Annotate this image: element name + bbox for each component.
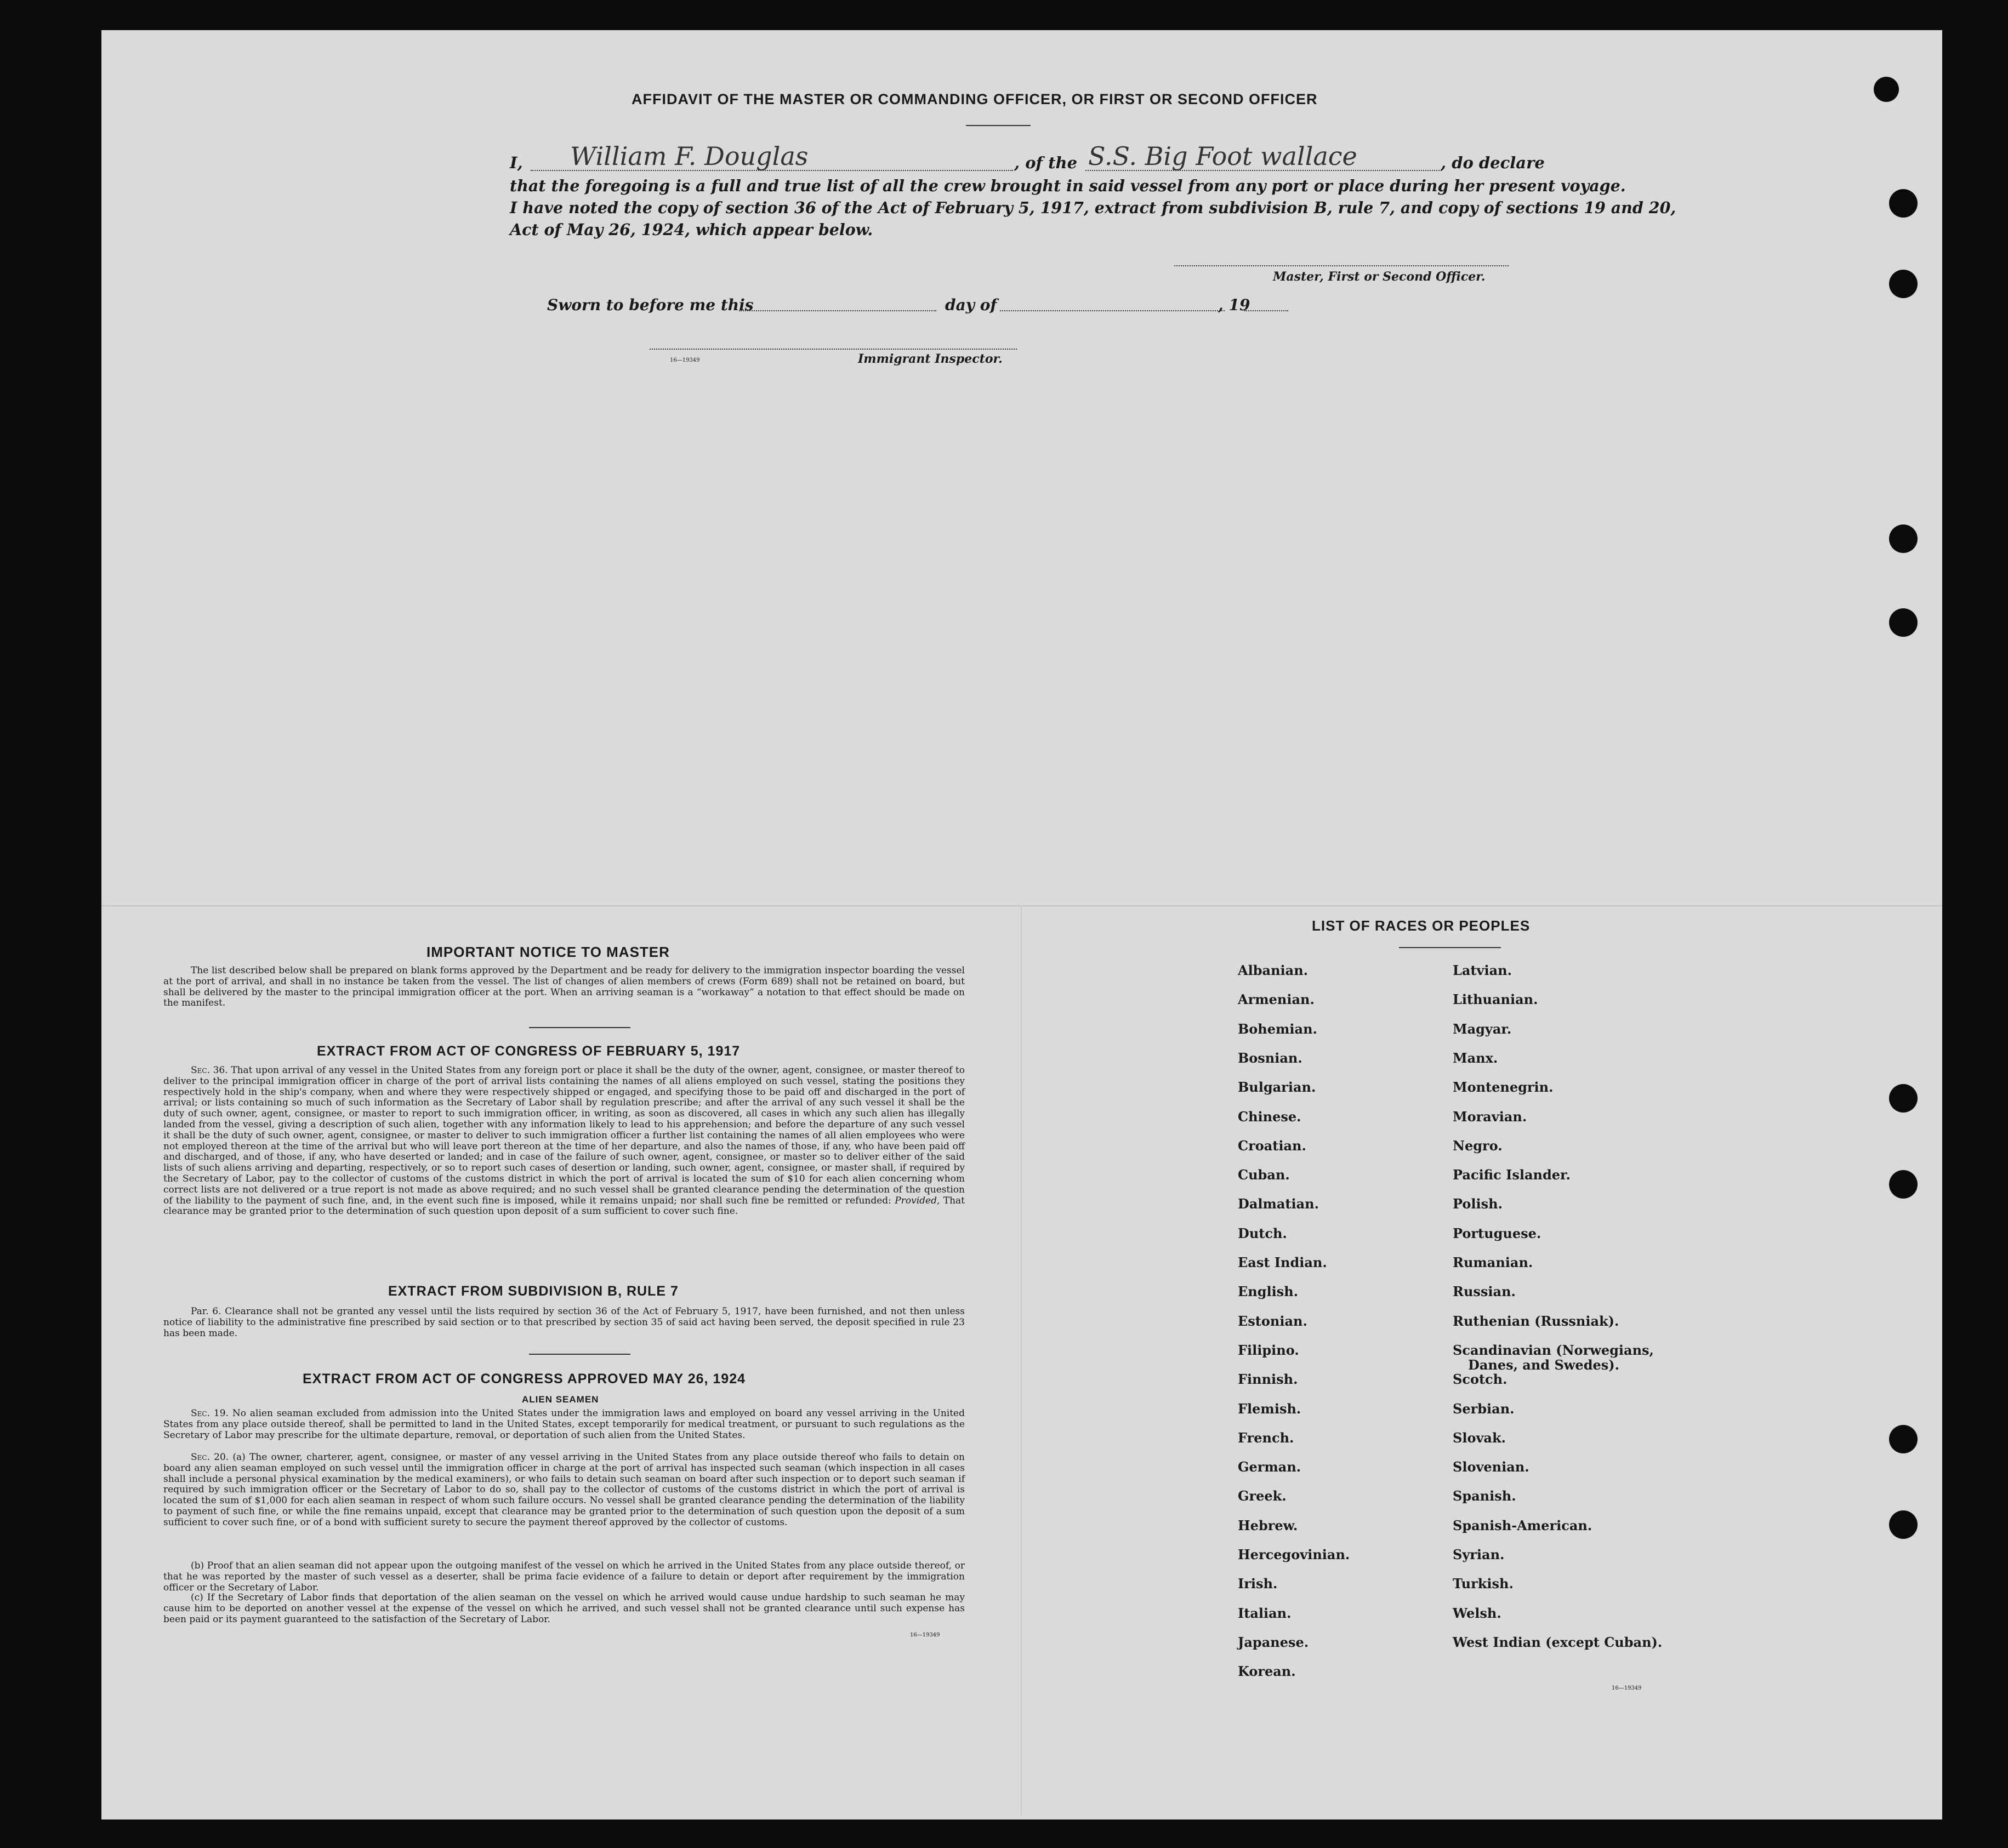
of-the-label: , of the	[1014, 153, 1078, 172]
punch-hole	[1889, 1510, 1918, 1539]
extract-1917-title: EXTRACT FROM ACT OF CONGRESS OF FEBRUARY 5, 1917	[317, 1043, 741, 1059]
extract-1924-sec20b	[163, 1561, 965, 1593]
sec-20c-body: (c) If the Secretary of Labor finds that deportation of the alien seaman on the vessel on which he arrived would cause undue hardship to such seaman he may cause him to be deported on another vessel at the expense of the vessel on which he arrived, and such vessel shall not be granted clearance until such expense has been paid or its payment guaranteed to the satisfaction of the Secretary of Labor.	[163, 1592, 965, 1625]
races-title: LIST OF RACES OR PEOPLES	[1312, 917, 1531, 934]
race-item: Cuban.	[1238, 1167, 1290, 1183]
i-label: I,	[510, 153, 523, 172]
vertical-fold-line	[1021, 905, 1022, 1815]
race-item: Serbian.	[1453, 1401, 1515, 1417]
punch-hole	[1889, 608, 1918, 637]
form-number: 16—19349	[670, 357, 700, 363]
inspector-signature-line	[650, 349, 1017, 350]
notice-text	[163, 966, 965, 1009]
race-item: Danes, and Swedes).	[1468, 1357, 1619, 1373]
notice-title: IMPORTANT NOTICE TO MASTER	[426, 944, 670, 960]
race-item: French.	[1238, 1430, 1294, 1446]
provided-label: Provided,	[895, 1195, 940, 1206]
race-item: Spanish.	[1453, 1488, 1516, 1504]
race-item: Slovak.	[1453, 1430, 1506, 1446]
extract-1924-sec19	[163, 1408, 965, 1441]
punch-hole	[1874, 77, 1899, 102]
sec-36-label: Sec. 36.	[191, 1065, 228, 1076]
race-item: Bosnian.	[1238, 1050, 1302, 1066]
sec-19-body: No alien seaman excluded from admission into the United States under the immigration laws and employed on board any vessel arriving in the United States from any place outside thereof, shall be permitted to land in the United States, except temporarily for medical treatment, or pursuant to such regulations as the Secretary of Labor may prescribe for the ultimate departure, removal, or deportation of such alien from the United States.	[163, 1408, 965, 1441]
race-item: Filipino.	[1238, 1342, 1299, 1358]
section-divider	[529, 1354, 630, 1355]
form-number-left: 16—19349	[910, 1632, 940, 1638]
signature-caption: Master, First or Second Officer.	[1273, 270, 1486, 284]
race-item: East Indian.	[1238, 1254, 1327, 1270]
punch-hole	[1889, 1084, 1918, 1113]
race-item: Moravian.	[1453, 1109, 1527, 1125]
punch-hole	[1889, 270, 1918, 298]
rule7-body: Par. 6. Clearance shall not be granted any vessel until the lists required by section 36 of the Act of February 5, 1917, have been furnished, and not then unless notice of liability to the administrative fine prescribed by said section or to that prescribed by section 35 of said act having been served, the deposit specified in rule 23 has been made.	[163, 1306, 965, 1339]
race-item: Bohemian.	[1238, 1021, 1317, 1037]
race-item: Magyar.	[1453, 1021, 1512, 1037]
race-item: Greek.	[1238, 1488, 1287, 1504]
punch-hole	[1889, 189, 1918, 218]
sec-20b-body: (b) Proof that an alien seaman did not appear upon the outgoing manifest of the vessel on which he arrived in the United States from any place outside thereof, or that he was reported by the master of such vessel as a deserter, shall be prima facie evidence of a failure to detain or deport after requirement by the immigration officer or the Secretary of Labor.	[163, 1560, 965, 1593]
master-name-signature: William F. Douglas	[570, 141, 809, 171]
race-item: Armenian.	[1238, 991, 1315, 1007]
race-item: Negro.	[1453, 1138, 1503, 1154]
sworn-label: Sworn to before me this	[547, 296, 754, 314]
alien-seamen-subtitle: ALIEN SEAMEN	[522, 1394, 599, 1405]
vessel-name-line	[1085, 170, 1442, 171]
document-page	[101, 30, 1942, 1820]
day-of-label: day of	[945, 296, 997, 314]
race-item: Montenegrin.	[1453, 1079, 1554, 1095]
race-item: Ruthenian (Russniak).	[1453, 1313, 1619, 1329]
race-item: Manx.	[1453, 1050, 1498, 1066]
race-item: Finnish.	[1238, 1371, 1298, 1387]
race-item: Japanese.	[1238, 1634, 1309, 1650]
race-item: Korean.	[1238, 1663, 1296, 1679]
inspector-caption: Immigrant Inspector.	[858, 352, 1003, 366]
race-item: Polish.	[1453, 1196, 1503, 1212]
race-item: Albanian.	[1238, 962, 1308, 978]
sec-19-label: Sec. 19.	[191, 1408, 229, 1419]
race-item: Bulgarian.	[1238, 1079, 1316, 1095]
sec-20-label: Sec. 20.	[191, 1452, 229, 1463]
extract-1917-text	[163, 1065, 965, 1217]
race-item: Hebrew.	[1238, 1518, 1298, 1533]
affidavit-line-4: Act of May 26, 1924, which appear below.	[510, 220, 873, 239]
race-item: Croatian.	[1238, 1138, 1306, 1154]
race-item: Chinese.	[1238, 1109, 1301, 1125]
race-item: Pacific Islander.	[1453, 1167, 1571, 1183]
race-item: Portuguese.	[1453, 1225, 1541, 1241]
race-item: Estonian.	[1238, 1313, 1307, 1329]
extract-1924-sec20a	[163, 1452, 965, 1528]
horizontal-fold-line	[101, 905, 1942, 906]
sec-36-body: That upon arrival of any vessel in the United States from any foreign port or place it shall be the duty of the owner, agent, consignee, or master thereof to deliver to the principal immigration officer in charge of the port of arrival lists containing the names of all aliens employed on such vessel, stating the positions they respectively hold in the ship's company, when and where they were respectively shipped or engaged, and specifying those to be paid off and discharged in the port of arrival; or lists containing so much of such information as the Secretary of Labor shall by regulation prescribe; and after the arrival of any such vessel it shall be the duty of such owner, agent, consignee, or master to report to such immigration officer, in writing, as soon as discovered, all cases in which any such alien has illegally landed from the vessel, giving a description of such alien, together with any information likely to lead to his apprehension; and before the departure of any such vessel it shall be the duty of such owner, agent, consignee, or master to deliver to such immigration officer a further list containing the names of all alien employees who were not employed thereon at the time of the arrival but who will leave port thereon at the time of her departure, and also the names of those, if any, who have been paid off and discharged, and of those, if any, who have deserted or landed; and in case of the failure of such owner, agent, consignee, or master so to deliver either of the said lists of such aliens arriving and departing, respectively, or so to report such cases of desertion or landing, such owner, agent, consignee, or master shall, if required by the Secretary of Labor, pay to the collector of customs of the customs district in which the port of arrival is located the sum of $10 for each alien concerning whom correct lists are not delivered or a true report is not made as above required; and no such vessel shall be granted clearance pending the determination of the question of the liability to the payment of such fine, and, in the event such fine is imposed, while it remains unpaid; nor shall such fine be remitted or refunded:	[163, 1065, 965, 1206]
section-divider	[529, 1027, 630, 1028]
race-item: Hercegovinian.	[1238, 1547, 1350, 1562]
affidavit-title: AFFIDAVIT OF THE MASTER OR COMMANDING OFFICER, OR FIRST OR SECOND OFFICER	[632, 91, 1318, 107]
race-item: Scandinavian (Norwegians,	[1453, 1342, 1654, 1358]
race-item: Scotch.	[1453, 1371, 1508, 1387]
signature-line	[1174, 265, 1509, 266]
race-item: Rumanian.	[1453, 1254, 1533, 1270]
race-item: Slovenian.	[1453, 1459, 1529, 1475]
race-item: Irish.	[1238, 1576, 1278, 1592]
race-item: West Indian (except Cuban).	[1453, 1634, 1663, 1650]
form-number-right: 16—19349	[1612, 1685, 1642, 1691]
notice-body: The list described below shall be prepared on blank forms approved by the Department and be ready for delivery to the immigration inspector boarding the vessel at the port of arrival, and shall in no instance be taken from the vessel. The list of changes of alien members of crews (Form 689) shall not be retained on board, but shall be delivered by the master to the principal immigration officer at the port. When an arriving seaman is a “workaway” a notation to that effect should be made on the manifest.	[163, 965, 965, 1009]
title-divider	[966, 125, 1031, 126]
punch-hole	[1889, 524, 1918, 553]
race-item: Welsh.	[1453, 1605, 1501, 1621]
race-item: Lithuanian.	[1453, 991, 1538, 1007]
race-item: Dutch.	[1238, 1225, 1287, 1241]
race-item: German.	[1238, 1459, 1301, 1475]
race-item: Dalmatian.	[1238, 1196, 1319, 1212]
extract-rule7-title: EXTRACT FROM SUBDIVISION B, RULE 7	[388, 1284, 679, 1299]
affidavit-line-2: that the foregoing is a full and true list of all the crew brought in said vessel from any port or place during her present voyage.	[510, 176, 1626, 195]
race-item: Russian.	[1453, 1284, 1516, 1299]
race-item: Flemish.	[1238, 1401, 1301, 1417]
extract-1924-title: EXTRACT FROM ACT OF CONGRESS APPROVED MAY 26, 1924	[303, 1371, 746, 1387]
do-declare-label: , do declare	[1441, 153, 1545, 172]
year-line	[1244, 310, 1288, 311]
vessel-name-handwritten: S.S. Big Foot wallace	[1088, 141, 1357, 171]
race-item: English.	[1238, 1284, 1299, 1299]
month-line	[1000, 310, 1225, 311]
sec-20a-body: (a) The owner, charterer, agent, consignee, or master of any vessel arriving in the United States from any place outside thereof who fails to detain on board any alien seaman employed on such vessel until the immigration officer in charge at the port of arrival has inspected such seaman (which inspection in all cases shall include a personal physical examination by the medical examiners), or who fails to detain such seaman on board after such inspection or to deport such seaman if required by such immigration officer or the Secretary of Labor to do so, shall pay to the collector of customs of the customs district in which the port of arrival is located the sum of $1,000 for each alien seaman in respect of whom such failure occurs. No vessel shall be granted clearance pending the determination of the liability to payment of such fine, or while the fine remains unpaid, except that clearance may be granted prior to the determination of such question upon the deposit of a sum sufficient to cover such fine, or of a bond with sufficient surety to secure the payment thereof approved by the collector of customs.	[163, 1452, 965, 1528]
punch-hole	[1889, 1170, 1918, 1199]
race-item: Syrian.	[1453, 1547, 1505, 1562]
sec-36-end: That clearance may be granted prior to the determination of such question upon deposit of a sum sufficient to cover such fine.	[163, 1195, 965, 1217]
year-label: , 19	[1218, 296, 1250, 314]
extract-rule7-text	[163, 1307, 965, 1339]
extract-1924-sec20c	[163, 1593, 965, 1625]
races-divider	[1399, 947, 1501, 948]
race-item: Spanish-American.	[1453, 1518, 1592, 1533]
punch-hole	[1889, 1425, 1918, 1453]
master-name-line	[531, 170, 1013, 171]
race-item: Turkish.	[1453, 1576, 1514, 1592]
sworn-date-line	[739, 310, 936, 311]
affidavit-line-3: I have noted the copy of section 36 of the Act of February 5, 1917, extract from subdivision B, rule 7, and copy of sections 19 and 20,	[510, 198, 1676, 217]
race-item: Italian.	[1238, 1605, 1292, 1621]
race-item: Latvian.	[1453, 962, 1512, 978]
